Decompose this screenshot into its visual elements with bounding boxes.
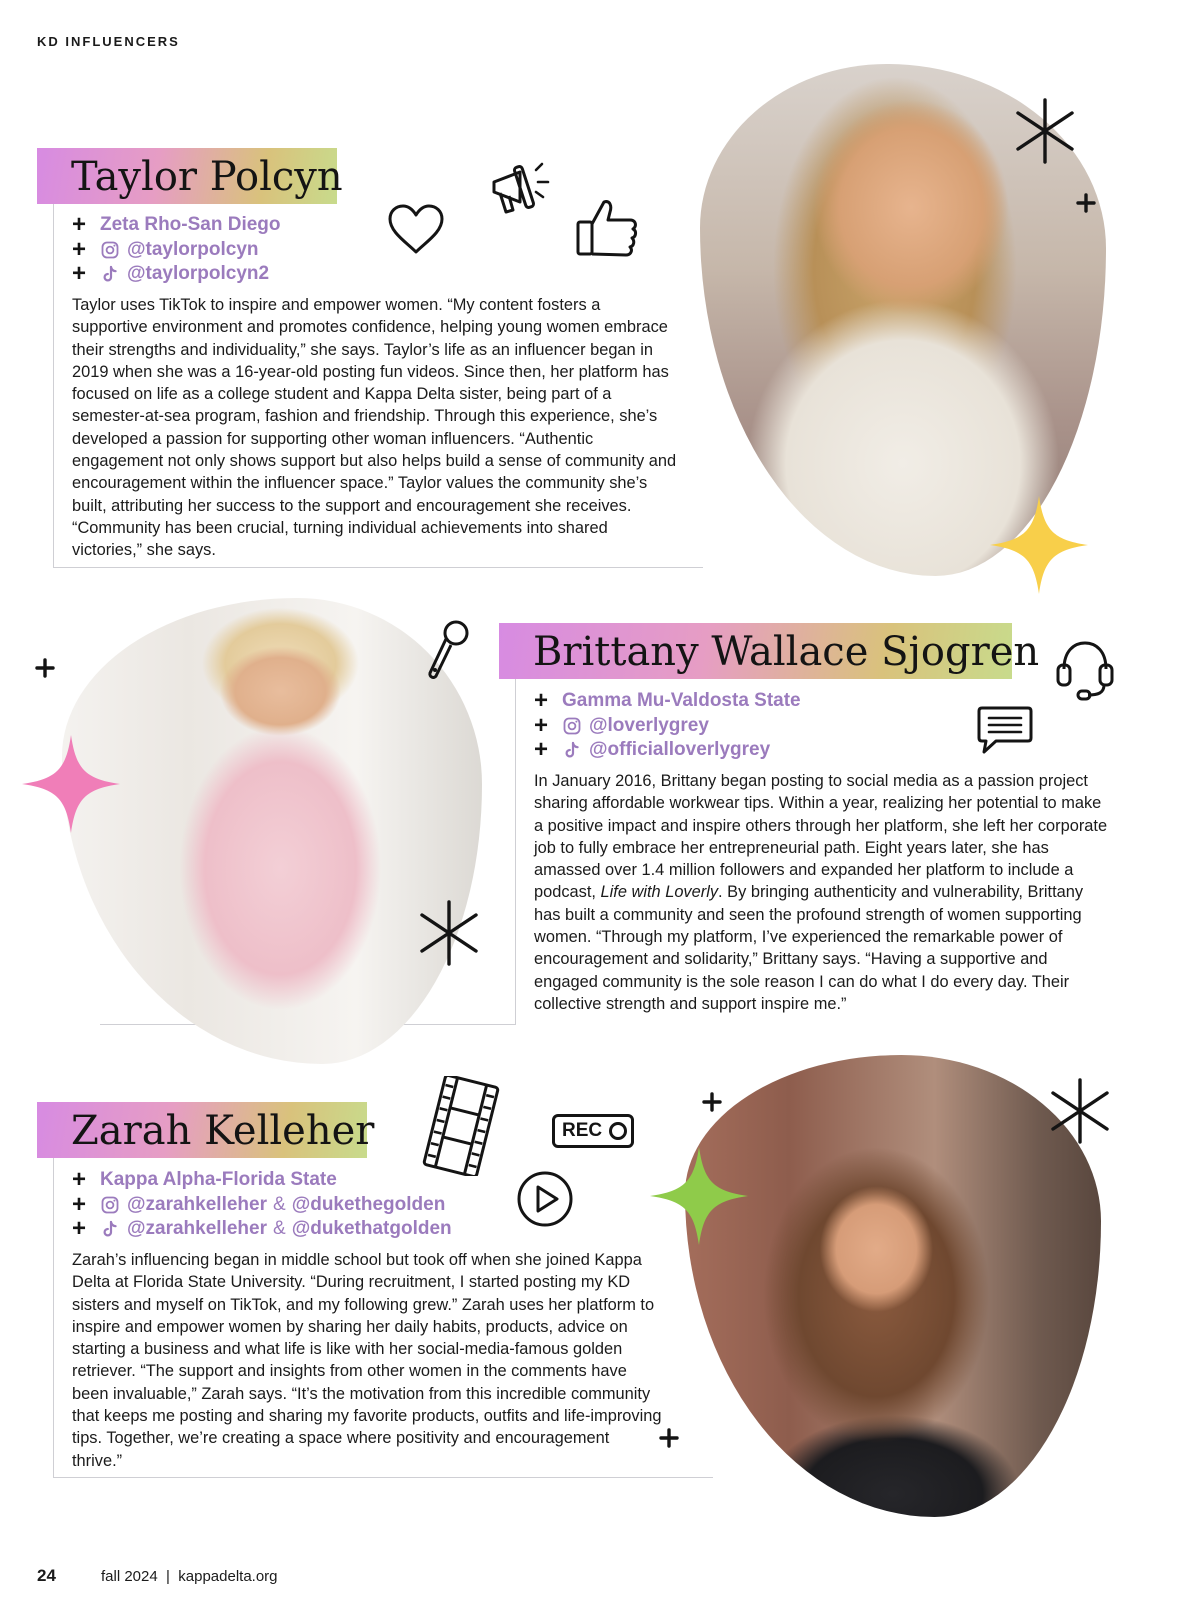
plus-icon bbox=[702, 1092, 722, 1112]
profile-name: Zarah Kelleher bbox=[71, 1108, 375, 1154]
page-number: 24 bbox=[37, 1566, 56, 1585]
thumbs-up-icon bbox=[574, 196, 642, 260]
instagram-row bbox=[534, 711, 801, 739]
section-label: KD INFLUENCERS bbox=[37, 34, 180, 49]
tiktok-row bbox=[72, 262, 281, 287]
plus-icon: + bbox=[534, 711, 549, 739]
instagram-handle-link[interactable]: @loverlygrey bbox=[589, 714, 709, 736]
rec-label: REC bbox=[562, 1120, 603, 1141]
podcast-title: Life with Loverly bbox=[600, 883, 719, 902]
chapter-row bbox=[534, 689, 801, 714]
profile-name: Taylor Polcyn bbox=[71, 154, 343, 200]
tiktok-handle-link[interactable]: @dukethatgolden bbox=[291, 1218, 452, 1240]
tiktok-row bbox=[534, 738, 801, 763]
profile-name: Brittany Wallace Sjogren bbox=[533, 629, 1040, 675]
asterisk-icon bbox=[1012, 96, 1078, 166]
ampersand: & bbox=[273, 1218, 286, 1240]
instagram-icon bbox=[562, 716, 582, 736]
profile-bio: Zarah’s influencing began in middle school but took off when she joined Kappa Delta at Florida State University. “During recruitment, I started posting my KD sisters and myself on TikTok, and my following grew.” Zarah uses her platform to inspire and empower women by sharing her daily habits, products, advice on starting a business and what life is like with her social-media-famous golden retriever. “The support and insights from other women in the comments have been invaluable,” Zarah says. “It’s the motivation from this incredible community that keeps me posting and sharing my favorite products, outfits and life-improving tips. Together, we’re creating a space where positivity and encouragement thrive.” bbox=[72, 1251, 662, 1470]
chat-bubble-icon bbox=[976, 704, 1034, 756]
asterisk-icon bbox=[1047, 1076, 1113, 1146]
profile-meta bbox=[72, 213, 281, 287]
footer-issue: fall 2024 | kappadelta.org bbox=[101, 1568, 278, 1585]
plus-icon bbox=[1076, 193, 1096, 213]
bio-text: In January 2016, Brittany began posting to social media as a passion project sharing affordable workwear tips. Within a year, realizing her potential to make a positive impact and inspire others through her platform, she left her corporate job to fully embrace her entrepreneurial path. Eight years later, she has amassed over 1.4 million followers and expanded her platform to include a podcast, bbox=[534, 772, 1108, 902]
plus-icon: + bbox=[72, 235, 87, 263]
profile-name-banner bbox=[499, 623, 1040, 679]
star-icon bbox=[990, 496, 1088, 594]
profile-photo-zarah bbox=[685, 1055, 1101, 1517]
plus-icon: + bbox=[72, 1190, 87, 1218]
bio-text: . By bringing authenticity and vulnerability, Brittany has built a community and seen the profound strength of women supporting women. “Through my platform, I’ve experienced the remarkable power of encouragement and solidarity,” Brittany says. “Having a supportive and engaged community is the sole reason I can do what I do every day. Their collective strength and support inspire me.” bbox=[534, 883, 1084, 1013]
ampersand: & bbox=[273, 1193, 286, 1215]
instagram-icon bbox=[100, 1195, 120, 1215]
record-dot bbox=[609, 1122, 627, 1140]
profile-name-banner bbox=[37, 1102, 375, 1158]
chapter-row bbox=[72, 1168, 452, 1193]
instagram-icon bbox=[100, 240, 120, 260]
play-button-icon bbox=[516, 1170, 574, 1228]
tiktok-handle-link[interactable]: @officialloverlygrey bbox=[589, 739, 771, 761]
rec-icon bbox=[552, 1114, 634, 1148]
tiktok-icon bbox=[100, 264, 120, 284]
plus-icon: + bbox=[72, 211, 87, 239]
profile-name-banner bbox=[37, 148, 343, 204]
microphone-icon bbox=[420, 617, 472, 685]
chapter-row bbox=[72, 213, 281, 238]
profile-meta bbox=[72, 1168, 452, 1242]
plus-icon: + bbox=[72, 260, 87, 288]
tiktok-icon bbox=[100, 1219, 120, 1239]
instagram-handle-link[interactable]: @taylorpolcyn bbox=[127, 238, 259, 260]
instagram-row bbox=[72, 235, 281, 263]
tiktok-row bbox=[72, 1217, 452, 1242]
star-icon bbox=[650, 1147, 748, 1245]
instagram-handle-link[interactable]: @zarahkelleher bbox=[127, 1193, 267, 1215]
film-strip-icon bbox=[418, 1076, 504, 1176]
profile-bio: Taylor uses TikTok to inspire and empower women. “My content fosters a supportive environment and promotes confidence, helping young women embrace their strengths and individuality,” she says. Taylor’s life as an influencer began in 2019 when she was a 16-year-old posting fun videos. Since then, her platform has focused on life as a college student and Kappa Delta sister, being part of a semester-at-sea program, fashion and friendship. Through this experience, she’s developed a passion for supporting other woman influencers. “Authentic engagement not only shows support but also helps build a sense of community and encouragement within the influencer space.” Taylor values the community she’s built, attributing her success to the support and encouragement she receives. “Community has been crucial, turning individual achievements into shared victories,” she says. bbox=[72, 296, 677, 560]
tiktok-handle-link[interactable]: @zarahkelleher bbox=[127, 1218, 267, 1240]
instagram-row bbox=[72, 1190, 452, 1218]
megaphone-icon bbox=[488, 160, 554, 220]
tiktok-icon bbox=[562, 740, 582, 760]
headset-icon bbox=[1054, 637, 1116, 701]
heart-icon bbox=[386, 202, 446, 256]
profile-bio bbox=[534, 770, 1109, 1015]
plus-icon: + bbox=[72, 1166, 87, 1194]
star-icon bbox=[22, 735, 120, 833]
chapter-name: Zeta Rho-San Diego bbox=[100, 214, 281, 236]
profile-meta bbox=[534, 689, 801, 763]
asterisk-icon bbox=[416, 898, 482, 968]
chapter-name: Gamma Mu-Valdosta State bbox=[562, 690, 801, 712]
plus-icon: + bbox=[534, 687, 549, 715]
plus-icon: + bbox=[72, 1215, 87, 1243]
tiktok-handle-link[interactable]: @taylorpolcyn2 bbox=[127, 263, 270, 285]
plus-icon bbox=[35, 658, 55, 678]
chapter-name: Kappa Alpha-Florida State bbox=[100, 1169, 337, 1191]
plus-icon bbox=[659, 1428, 679, 1448]
plus-icon: + bbox=[534, 736, 549, 764]
instagram-handle-link[interactable]: @dukethegolden bbox=[291, 1193, 446, 1215]
